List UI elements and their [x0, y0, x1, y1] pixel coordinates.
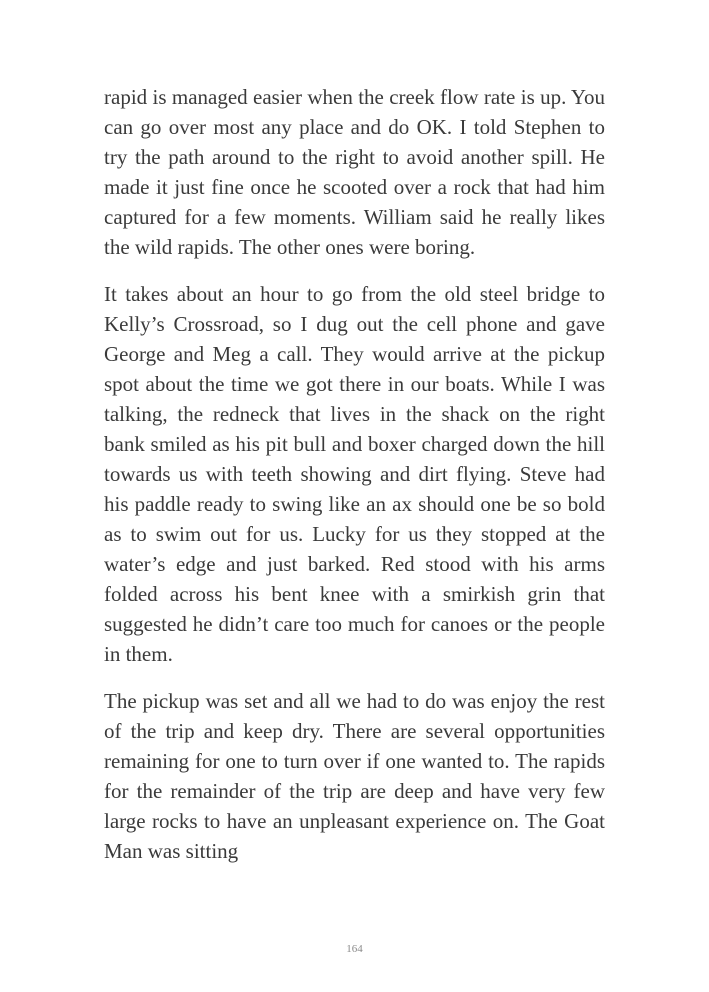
page-number: 164	[346, 943, 363, 955]
paragraph-2: It takes about an hour to go from the old steel bridge to Kelly’s Crossroad, so I dug out the cell phone and gave George and Meg a call. They would arrive at the pickup spot about the time we got there in our boats. While I was talking, the redneck that lives in the shack on the right bank smiled as his pit bull and boxer charged down the hill towards us with teeth showing and dirt flying. Steve had his paddle ready to swing like an ax should one be so bold as to swim out for us. Lucky for us they stopped at the water’s edge and just barked. Red stood with his arms folded across his bent knee with a smirkish grin that suggested he didn’t care too much for canoes or the people in them.	[104, 282, 605, 666]
paragraph-1: rapid is managed easier when the creek flow rate is up. You can go over most any place and do OK. I told Stephen to try the path around to the right to avoid another spill. He made it just fine once he scooted over a rock that had him captured for a few moments. William said he really likes the wild rapids. The other ones were boring.	[104, 85, 605, 259]
body-text	[104, 82, 605, 883]
paragraph-3: The pickup was set and all we had to do was enjoy the rest of the trip and keep dry. There are several opportunities remaining for one to turn over if one wanted to. The rapids for the remainder of the trip are deep and have very few large rocks to have an unpleasant experience on. The Goat Man was sitting	[104, 689, 605, 863]
